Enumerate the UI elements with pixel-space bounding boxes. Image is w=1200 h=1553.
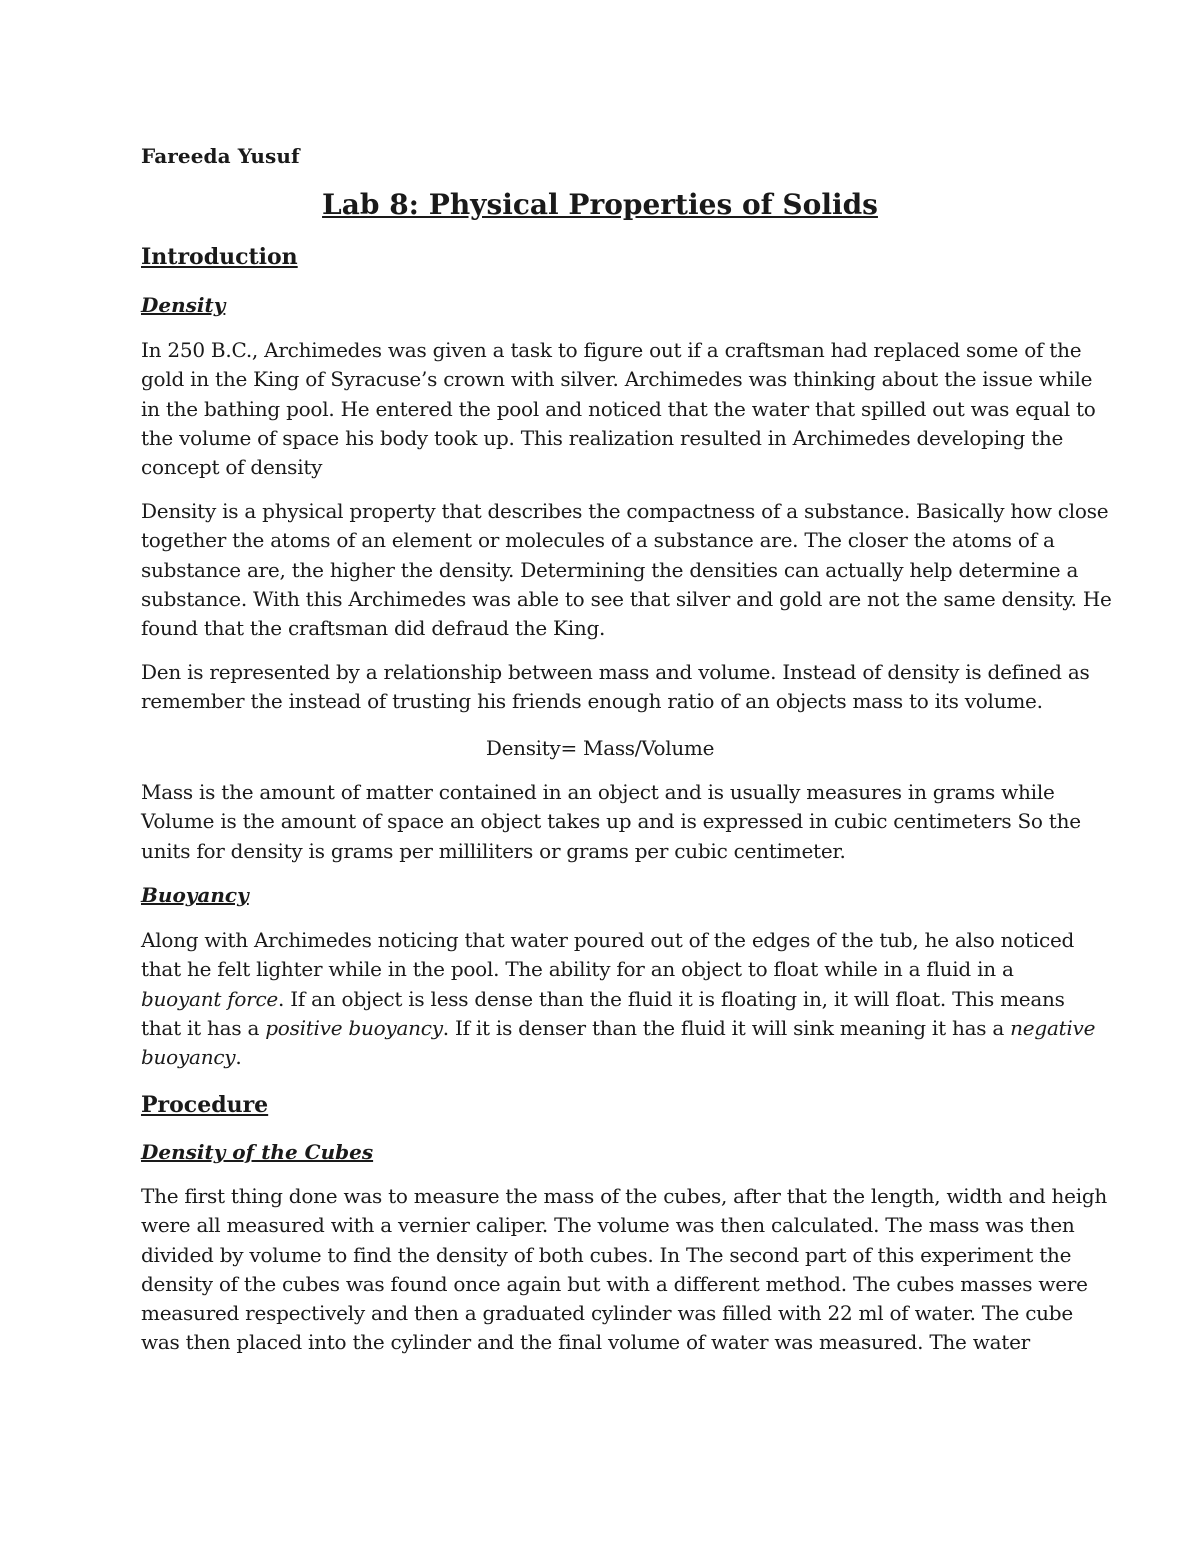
text-line: remember the instead of trusting his friends enough ratio of an objects mass to its volume. xyxy=(141,689,1043,714)
text-line: Density is a physical property that describes the compactness of a substance. Basically how close xyxy=(141,499,1109,523)
text-line: Along with Archimedes noticing that water poured out of the edges of the tub, he also noticed xyxy=(141,928,1075,952)
text-line xyxy=(141,1014,1096,1043)
text-fragment: that it has a xyxy=(141,1015,266,1040)
author-name: Fareeda Yusuf xyxy=(141,144,300,168)
text-line: Den is represented by a relationship between mass and volume. Instead of density is defined as xyxy=(141,660,1090,684)
text-line: divided by volume to find the density of both cubes. In The second part of this experiment the xyxy=(141,1242,1072,1267)
text-line: substance. With this Archimedes was able to see that silver and gold are not the same density. He xyxy=(141,586,1112,611)
term-negative: negative xyxy=(1010,1015,1096,1040)
term-positive-buoyancy: positive buoyancy xyxy=(265,1015,443,1040)
text-line: was then placed into the cylinder and the final volume of water was measured. The water xyxy=(141,1330,1030,1355)
text-line: Volume is the amount of space an object takes up and is expressed in cubic centimeters So the xyxy=(141,809,1081,834)
term-buoyancy: buoyancy xyxy=(141,1045,236,1070)
text-line: The first thing done was to measure the mass of the cubes, after that the length, width and heigh xyxy=(141,1184,1108,1208)
text-line: the volume of space his body took up. This realization resulted in Archimedes developing the xyxy=(141,425,1064,450)
text-line: together the atoms of an element or molecules of a substance are. The closer the atoms of a xyxy=(141,528,1055,553)
text-line: density of the cubes was found once again but with a different method. The cubes masses were xyxy=(141,1271,1088,1296)
term-buoyant-force: buoyant force xyxy=(141,986,279,1011)
text-line xyxy=(141,985,1071,1014)
text-fragment: . If it is denser than the fluid it will sink meaning it has a xyxy=(442,1015,1011,1040)
text-fragment: . If an object is less dense than the fluid it is floating in, it will float. This means xyxy=(278,986,1065,1011)
text-fragment: . xyxy=(235,1045,242,1070)
text-line: gold in the King of Syracuse’s crown with silver. Archimedes was thinking about the issue while xyxy=(141,367,1093,392)
text-line: measured respectively and then a graduated cylinder was filled with 22 ml of water. The cube xyxy=(141,1301,1073,1326)
intro-paragraph-3 xyxy=(141,658,1090,717)
procedure-heading: Procedure xyxy=(141,1092,269,1118)
density-subheading: Density xyxy=(141,293,226,317)
procedure-paragraph-1 xyxy=(141,1182,1108,1358)
intro-paragraph-1 xyxy=(141,336,1096,482)
text-line: In 250 B.C., Archimedes was given a task to figure out if a craftsman had replaced some of the xyxy=(141,338,1082,362)
text-line: were all measured with a vernier caliper. The volume was then calculated. The mass was then xyxy=(141,1213,1075,1238)
cubes-subheading: Density of the Cubes xyxy=(141,1140,374,1164)
text-line: substance are, the higher the density. Determining the densities can actually help determine a xyxy=(141,557,1079,582)
text-line: in the bathing pool. He entered the pool and noticed that the water that spilled out was equal to xyxy=(141,396,1096,421)
introduction-heading: Introduction xyxy=(141,244,298,270)
text-line: found that the craftsman did defraud the King. xyxy=(141,616,606,641)
document-title: Lab 8: Physical Properties of Solids xyxy=(322,188,878,221)
text-line: units for density is grams per milliliters or grams per cubic centimeter. xyxy=(141,838,846,863)
intro-paragraph-4 xyxy=(141,778,1081,866)
text-line: that he felt lighter while in the pool. The ability for an object to float while in a fluid in a xyxy=(141,957,1014,982)
intro-paragraph-5 xyxy=(141,926,1096,1072)
text-line xyxy=(141,1043,1071,1072)
text-line: concept of density xyxy=(141,455,323,480)
buoyancy-subheading: Buoyancy xyxy=(141,883,249,907)
density-formula: Density= Mass/Volume xyxy=(485,736,715,760)
intro-paragraph-2 xyxy=(141,497,1112,643)
text-line: Mass is the amount of matter contained in an object and is usually measures in grams while xyxy=(141,780,1055,804)
